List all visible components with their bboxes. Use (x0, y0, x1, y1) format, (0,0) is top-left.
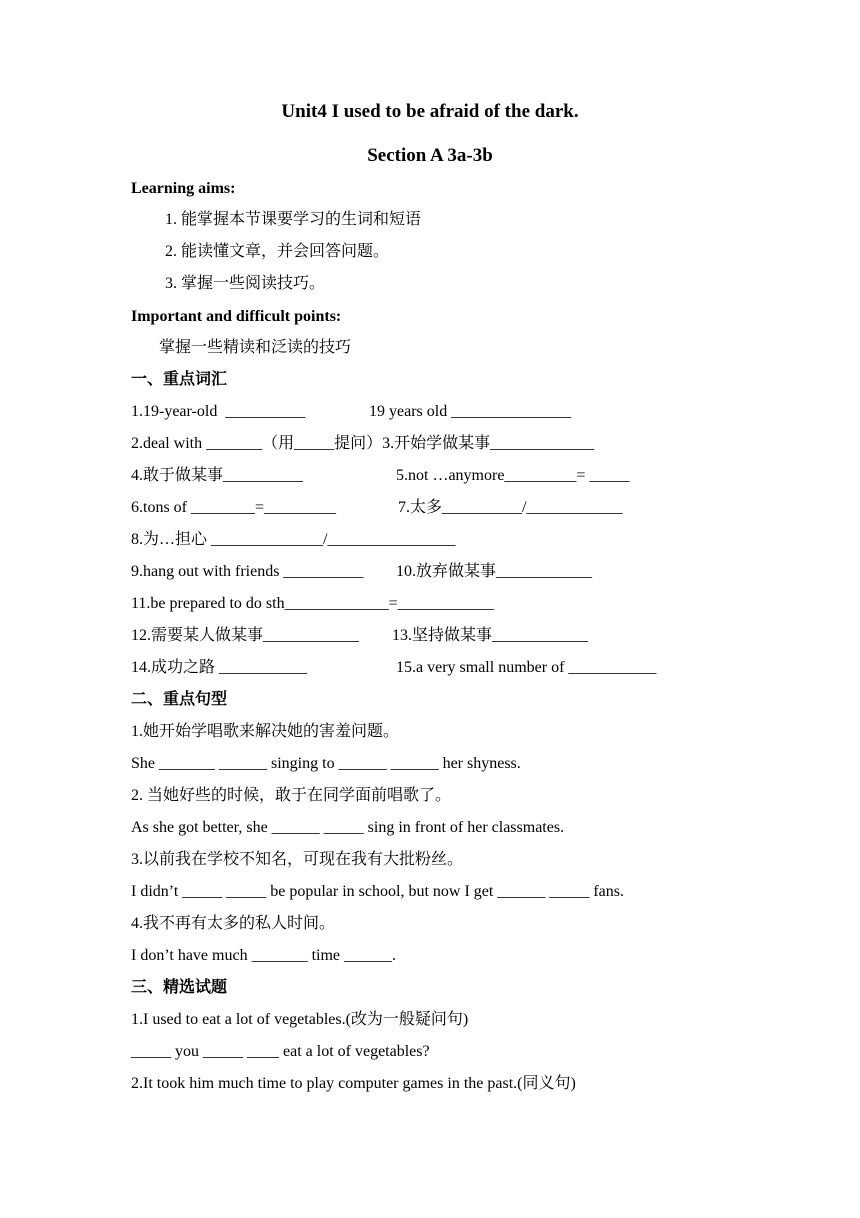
vocab-item: 11.be prepared to do sth_____________=____________ (131, 595, 494, 612)
document-subtitle: Section A 3a-3b (367, 145, 493, 166)
learning-aim-item: 2. 能读懂文章，并会回答问题。 (165, 243, 390, 260)
sentence-line: I don’t have much _______ time ______. (131, 947, 396, 964)
vocab-item: 10.放弃做某事____________ (396, 563, 593, 580)
sentence-line: 3.以前我在学校不知名，可现在我有大批粉丝。 (131, 851, 464, 868)
exercise-line: 2.It took him much time to play computer games in the past.(同义句) (131, 1075, 576, 1092)
sentences-heading: 二、重点句型 (131, 691, 228, 708)
learning-aims-heading: Learning aims: (131, 180, 236, 197)
vocab-item: 7.太多__________/____________ (398, 499, 623, 516)
document-title: Unit4 I used to be afraid of the dark. (281, 101, 579, 122)
vocab-item: 14.成功之路 ___________ (131, 659, 308, 676)
sentence-line: 1.她开始学唱歌来解决她的害羞问题。 (131, 723, 400, 740)
sentence-line: 2. 当她好些的时候，敢于在同学面前唱歌了。 (131, 787, 452, 804)
vocab-item: 13.坚持做某事____________ (392, 627, 589, 644)
vocab-item: 8.为…担心 ______________/________________ (131, 531, 456, 548)
vocab-item: 15.a very small number of ___________ (396, 659, 657, 676)
vocab-item: 12.需要某人做某事____________ (131, 627, 360, 644)
vocab-item: 6.tons of ________=_________ (131, 499, 337, 516)
exercises-heading: 三、精选试题 (131, 979, 228, 996)
vocab-heading: 一、重点词汇 (131, 371, 228, 388)
vocab-item: 4.敢于做某事__________ (131, 467, 304, 484)
vocab-item: 19 years old _______________ (369, 403, 572, 420)
exercise-line: _____ you _____ ____ eat a lot of vegetables? (131, 1043, 430, 1060)
sentence-line: 4.我不再有太多的私人时间。 (131, 915, 336, 932)
vocab-item: 5.not …anymore_________= _____ (396, 467, 630, 484)
sentence-line: She _______ ______ singing to ______ ______ her shyness. (131, 755, 521, 772)
points-heading: Important and difficult points: (131, 308, 342, 325)
vocab-item: 9.hang out with friends __________ (131, 563, 364, 580)
vocab-item: 1.19-year-old __________ (131, 403, 306, 420)
points-text: 掌握一些精读和泛读的技巧 (159, 339, 352, 356)
exercise-line: 1.I used to eat a lot of vegetables.(改为一般疑问句) (131, 1011, 469, 1028)
learning-aim-item: 1. 能掌握本节课要学习的生词和短语 (165, 211, 422, 228)
learning-aim-item: 3. 掌握一些阅读技巧。 (165, 275, 326, 292)
vocab-item: 2.deal with _______（用_____提问）3.开始学做某事_____________ (131, 435, 595, 452)
sentence-line: I didn’t _____ _____ be popular in school, but now I get ______ _____ fans. (131, 883, 624, 900)
sentence-line: As she got better, she ______ _____ sing in front of her classmates. (131, 819, 565, 836)
